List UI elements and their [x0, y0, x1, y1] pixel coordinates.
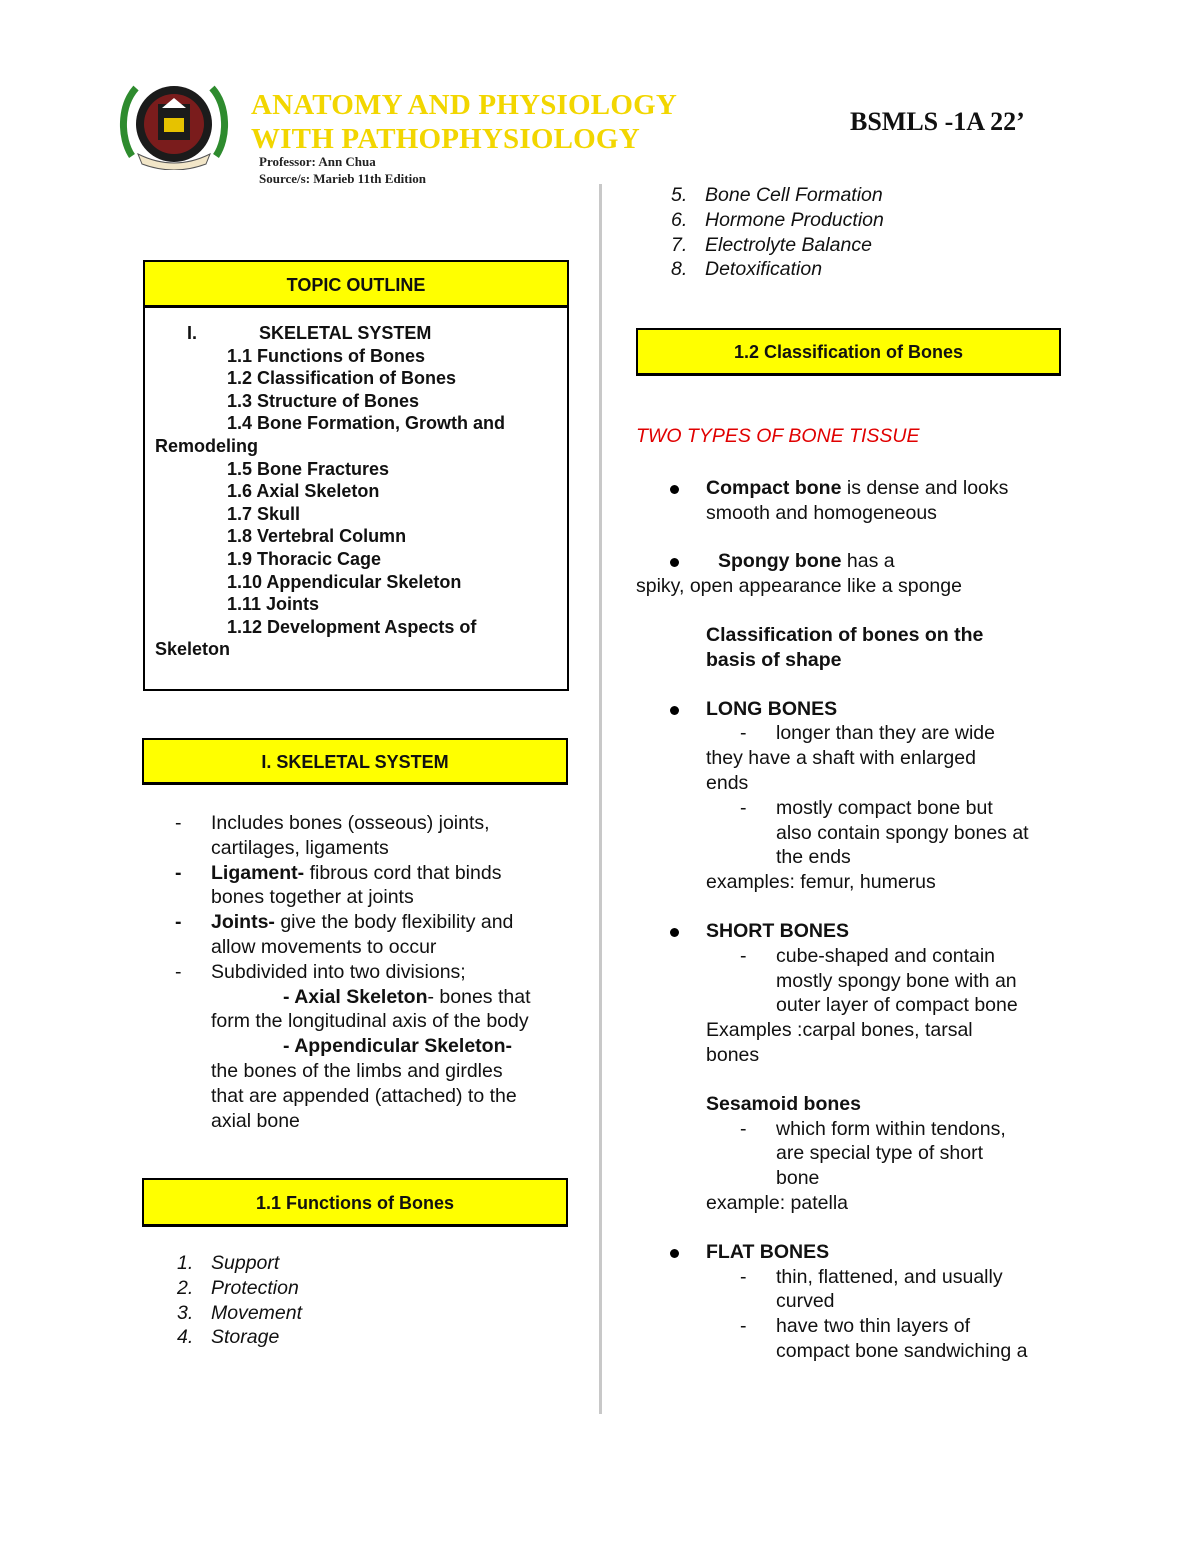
skeletal-system-body: [143, 811, 583, 1133]
outline-item: 1.1 Functions of Bones: [227, 345, 426, 366]
skeletal-system-heading: I. SKELETAL SYSTEM: [142, 738, 568, 785]
topic-outline-list: [155, 322, 555, 661]
function-item: 2. Protection: [177, 1276, 299, 1299]
joints-def: give the body flexibility and: [274, 911, 514, 934]
outline-item-continued: Remodeling: [155, 435, 259, 456]
column-divider: [599, 184, 602, 1414]
flat-bones-title: FLAT BONES: [706, 1240, 830, 1263]
compact-bone-item: Compact bone is dense and looks smooth and homogeneous: [636, 476, 1076, 526]
spongy-bone-term: Spongy bone: [718, 550, 842, 573]
course-title-line1: ANATOMY AND PHYSIOLOGY: [251, 89, 678, 121]
course-title: [251, 88, 677, 156]
ligament-item: [143, 861, 583, 911]
shape-classification-title: Classification of bones on the basis of shape: [706, 623, 984, 671]
appendicular-def: that are appended (attached) to the: [211, 1084, 517, 1107]
skeletal-text: Includes bones (osseous) joints,: [211, 812, 490, 834]
function-item: 1. Support: [177, 1252, 280, 1274]
bullet-icon: [670, 928, 679, 937]
outline-item: 1.11 Joints: [227, 594, 320, 615]
long-bones-examples: examples: femur, humerus: [706, 871, 936, 894]
skeletal-text: cartilages, ligaments: [211, 836, 389, 859]
outline-item: 1.2 Classification of Bones: [227, 368, 457, 389]
function-item: 3. Movement: [177, 1301, 303, 1324]
joints-item: [143, 910, 583, 960]
joints-def-cont: allow movements to occur: [211, 935, 437, 958]
function-item: 7. Electrolyte Balance: [671, 233, 872, 256]
short-bones-title: SHORT BONES: [706, 919, 850, 942]
divisions-item: [143, 960, 583, 1134]
long-bones-detail: - mostly compact bone but also contain spongy bones at the ends: [740, 796, 1029, 869]
sesamoid-detail: - which form within tendons, are special type of short bone: [740, 1117, 1006, 1190]
dash-marker: -: [175, 911, 182, 934]
outline-item: 1.9 Thoracic Cage: [227, 548, 382, 569]
sesamoid-example: example: patella: [706, 1191, 849, 1214]
divisions-text: Subdivided into two divisions;: [211, 960, 466, 983]
outline-section: [155, 322, 555, 345]
functions-heading: 1.1 Functions of Bones: [142, 1178, 568, 1227]
compact-bone-term: Compact bone: [706, 476, 842, 499]
dash-marker: -: [175, 812, 182, 834]
appendicular-def: axial bone: [211, 1109, 300, 1132]
short-bones-item: [636, 919, 1076, 944]
course-code: BSMLS -1A 22’: [850, 107, 1025, 136]
appendicular-def: the bones of the limbs and girdles: [211, 1059, 503, 1082]
skeletal-item: [143, 811, 583, 861]
functions-list-part1: [143, 1251, 563, 1350]
function-item: 8. Detoxification: [671, 258, 823, 281]
outline-item: 1.12 Development Aspects of: [227, 616, 477, 637]
short-bones-detail: - cube-shaped and contain mostly spongy bone with an outer layer of compact bone: [740, 944, 1018, 1017]
outline-item: 1.3 Structure of Bones: [227, 390, 420, 411]
course-title-line2: WITH PATHOPHYSIOLOGY: [251, 123, 640, 155]
spongy-bone-item: Spongy bone has a: [636, 549, 1076, 574]
course-meta: [259, 153, 426, 187]
bullet-icon: [670, 706, 679, 715]
outline-item: 1.7 Skull: [227, 503, 301, 524]
two-types-title: TWO TYPES OF BONE TISSUE: [636, 425, 920, 447]
outline-item: 1.5 Bone Fractures: [227, 458, 390, 479]
classification-body: [636, 424, 1076, 1364]
function-item: 5. Bone Cell Formation: [671, 184, 883, 206]
professor-label: Professor: Ann Chua: [259, 154, 376, 169]
spongy-bone-def: spiky, open appearance like a sponge: [636, 575, 962, 598]
outline-item: 1.6 Axial Skeleton: [227, 481, 380, 502]
outline-section-title: SKELETAL SYSTEM: [259, 323, 432, 343]
dash-marker: -: [175, 960, 182, 983]
outline-item: 1.8 Vertebral Column: [227, 526, 407, 547]
flat-bones-item: [636, 1240, 1076, 1265]
dash-marker: -: [175, 861, 182, 884]
sources-label: Source/s: Marieb 11th Edition: [259, 171, 426, 186]
long-bones-detail: they have a shaft with enlarged ends: [706, 747, 976, 794]
ligament-def: fibrous cord that binds: [304, 861, 502, 884]
axial-term: - Axial Skeleton: [283, 985, 428, 1008]
function-item: 4. Storage: [177, 1326, 280, 1349]
functions-list-part2: [637, 183, 1057, 282]
long-bones-title: LONG BONES: [706, 697, 838, 720]
axial-def-cont: form the longitudinal axis of the body: [211, 1010, 529, 1033]
topic-outline-box: [143, 260, 569, 691]
bullet-icon: [670, 485, 679, 494]
sesamoid-title: Sesamoid bones: [706, 1092, 861, 1115]
long-bones-detail: - longer than they are wide: [740, 722, 995, 745]
outline-item: 1.10 Appendicular Skeleton: [227, 571, 462, 592]
ligament-def-cont: bones together at joints: [211, 886, 414, 909]
classification-heading: 1.2 Classification of Bones: [636, 328, 1061, 376]
function-item: 6. Hormone Production: [671, 208, 884, 231]
university-seal-logo: [118, 78, 230, 170]
bullet-icon: [670, 1249, 679, 1258]
flat-bones-detail: - thin, flattened, and usually curved: [740, 1265, 1003, 1313]
outline-item: 1.4 Bone Formation, Growth and: [227, 413, 506, 434]
joints-term: Joints-: [211, 911, 275, 934]
appendicular-term: - Appendicular Skeleton-: [283, 1035, 512, 1058]
ligament-term: Ligament-: [211, 861, 305, 884]
bullet-icon: [670, 558, 679, 567]
axial-def: - bones that: [427, 985, 531, 1008]
short-bones-examples: Examples :carpal bones, tarsal bones: [706, 1019, 973, 1066]
topic-outline-heading: TOPIC OUTLINE: [145, 262, 567, 308]
outline-section-number: I.: [187, 323, 198, 343]
long-bones-item: [636, 697, 1076, 722]
outline-item-continued: Skeleton: [155, 639, 231, 660]
flat-bones-detail: - have two thin layers of compact bone sandwiching a: [740, 1315, 1028, 1362]
